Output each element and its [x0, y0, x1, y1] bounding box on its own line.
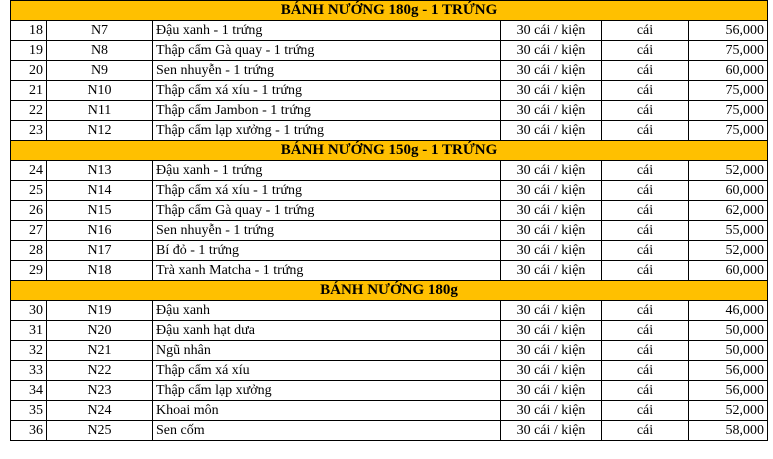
row-number-cell: 33	[11, 361, 47, 381]
unit-cell: cái	[602, 41, 689, 61]
row-number-cell: 31	[11, 321, 47, 341]
row-number-cell: 21	[11, 81, 47, 101]
product-name-cell: Thập cẩm Jambon - 1 trứng	[153, 101, 501, 121]
unit-cell: cái	[602, 421, 689, 441]
price-cell: 58,000	[689, 421, 768, 441]
section-title: BÁNH NƯỚNG 150g - 1 TRỨNG	[11, 141, 768, 161]
price-cell: 56,000	[689, 21, 768, 41]
table-row	[11, 41, 768, 61]
table-row	[11, 261, 768, 281]
table-row	[11, 161, 768, 181]
product-name-cell: Thập cẩm Gà quay - 1 trứng	[153, 41, 501, 61]
packing-cell: 30 cái / kiện	[501, 161, 602, 181]
unit-cell: cái	[602, 161, 689, 181]
packing-cell: 30 cái / kiện	[501, 21, 602, 41]
price-cell: 60,000	[689, 61, 768, 81]
price-cell: 46,000	[689, 301, 768, 321]
table-row	[11, 401, 768, 421]
unit-cell: cái	[602, 321, 689, 341]
product-name-cell: Trà xanh Matcha - 1 trứng	[153, 261, 501, 281]
product-name-cell: Thập cẩm Gà quay - 1 trứng	[153, 201, 501, 221]
product-code-cell: N13	[47, 161, 153, 181]
product-code-cell: N10	[47, 81, 153, 101]
product-code-cell: N18	[47, 261, 153, 281]
section-title: BÁNH NƯỚNG 180g - 1 TRỨNG	[11, 1, 768, 21]
product-name-cell: Thập cẩm lạp xưởng	[153, 381, 501, 401]
row-number-cell: 26	[11, 201, 47, 221]
packing-cell: 30 cái / kiện	[501, 421, 602, 441]
price-list-body	[11, 1, 768, 441]
row-number-cell: 24	[11, 161, 47, 181]
packing-cell: 30 cái / kiện	[501, 101, 602, 121]
price-cell: 62,000	[689, 201, 768, 221]
packing-cell: 30 cái / kiện	[501, 301, 602, 321]
row-number-cell: 25	[11, 181, 47, 201]
product-code-cell: N21	[47, 341, 153, 361]
packing-cell: 30 cái / kiện	[501, 201, 602, 221]
price-cell: 52,000	[689, 241, 768, 261]
table-row	[11, 81, 768, 101]
packing-cell: 30 cái / kiện	[501, 361, 602, 381]
product-code-cell: N19	[47, 301, 153, 321]
packing-cell: 30 cái / kiện	[501, 261, 602, 281]
product-name-cell: Đậu xanh - 1 trứng	[153, 21, 501, 41]
unit-cell: cái	[602, 181, 689, 201]
price-cell: 56,000	[689, 381, 768, 401]
price-cell: 75,000	[689, 101, 768, 121]
packing-cell: 30 cái / kiện	[501, 381, 602, 401]
row-number-cell: 23	[11, 121, 47, 141]
packing-cell: 30 cái / kiện	[501, 41, 602, 61]
row-number-cell: 34	[11, 381, 47, 401]
price-cell: 75,000	[689, 81, 768, 101]
row-number-cell: 28	[11, 241, 47, 261]
product-code-cell: N17	[47, 241, 153, 261]
section-header-row	[11, 141, 768, 161]
row-number-cell: 36	[11, 421, 47, 441]
table-row	[11, 201, 768, 221]
packing-cell: 30 cái / kiện	[501, 121, 602, 141]
product-name-cell: Thập cẩm xá xíu - 1 trứng	[153, 81, 501, 101]
price-cell: 60,000	[689, 181, 768, 201]
unit-cell: cái	[602, 301, 689, 321]
table-row	[11, 221, 768, 241]
product-code-cell: N24	[47, 401, 153, 421]
unit-cell: cái	[602, 381, 689, 401]
table-row	[11, 381, 768, 401]
packing-cell: 30 cái / kiện	[501, 181, 602, 201]
row-number-cell: 29	[11, 261, 47, 281]
product-name-cell: Đậu xanh - 1 trứng	[153, 161, 501, 181]
packing-cell: 30 cái / kiện	[501, 401, 602, 421]
product-code-cell: N11	[47, 101, 153, 121]
product-name-cell: Bí đỏ - 1 trứng	[153, 241, 501, 261]
table-row	[11, 321, 768, 341]
unit-cell: cái	[602, 201, 689, 221]
table-row	[11, 121, 768, 141]
product-code-cell: N15	[47, 201, 153, 221]
row-number-cell: 18	[11, 21, 47, 41]
unit-cell: cái	[602, 401, 689, 421]
packing-cell: 30 cái / kiện	[501, 341, 602, 361]
table-row	[11, 61, 768, 81]
unit-cell: cái	[602, 101, 689, 121]
product-code-cell: N16	[47, 221, 153, 241]
product-code-cell: N9	[47, 61, 153, 81]
table-row	[11, 301, 768, 321]
price-cell: 52,000	[689, 161, 768, 181]
price-cell: 50,000	[689, 321, 768, 341]
price-cell: 60,000	[689, 261, 768, 281]
price-cell: 50,000	[689, 341, 768, 361]
product-code-cell: N25	[47, 421, 153, 441]
product-name-cell: Sen nhuyễn - 1 trứng	[153, 61, 501, 81]
product-name-cell: Thập cẩm xá xíu	[153, 361, 501, 381]
unit-cell: cái	[602, 21, 689, 41]
table-row	[11, 101, 768, 121]
table-row	[11, 181, 768, 201]
section-header-row	[11, 281, 768, 301]
unit-cell: cái	[602, 81, 689, 101]
product-code-cell: N7	[47, 21, 153, 41]
row-number-cell: 27	[11, 221, 47, 241]
product-name-cell: Sen nhuyễn - 1 trứng	[153, 221, 501, 241]
price-cell: 75,000	[689, 41, 768, 61]
product-name-cell: Ngũ nhân	[153, 341, 501, 361]
table-row	[11, 241, 768, 261]
row-number-cell: 20	[11, 61, 47, 81]
packing-cell: 30 cái / kiện	[501, 321, 602, 341]
table-row	[11, 341, 768, 361]
product-code-cell: N14	[47, 181, 153, 201]
table-row	[11, 421, 768, 441]
row-number-cell: 22	[11, 101, 47, 121]
row-number-cell: 19	[11, 41, 47, 61]
product-name-cell: Đậu xanh	[153, 301, 501, 321]
unit-cell: cái	[602, 261, 689, 281]
product-code-cell: N20	[47, 321, 153, 341]
product-name-cell: Thập cẩm xá xíu - 1 trứng	[153, 181, 501, 201]
unit-cell: cái	[602, 121, 689, 141]
section-header-row	[11, 1, 768, 21]
unit-cell: cái	[602, 221, 689, 241]
product-name-cell: Thập cẩm lạp xưởng - 1 trứng	[153, 121, 501, 141]
unit-cell: cái	[602, 241, 689, 261]
price-cell: 55,000	[689, 221, 768, 241]
section-title: BÁNH NƯỚNG 180g	[11, 281, 768, 301]
packing-cell: 30 cái / kiện	[501, 61, 602, 81]
price-cell: 52,000	[689, 401, 768, 421]
product-code-cell: N12	[47, 121, 153, 141]
product-name-cell: Khoai môn	[153, 401, 501, 421]
packing-cell: 30 cái / kiện	[501, 81, 602, 101]
row-number-cell: 32	[11, 341, 47, 361]
packing-cell: 30 cái / kiện	[501, 241, 602, 261]
price-cell: 56,000	[689, 361, 768, 381]
product-code-cell: N22	[47, 361, 153, 381]
product-code-cell: N8	[47, 41, 153, 61]
unit-cell: cái	[602, 61, 689, 81]
table-row	[11, 21, 768, 41]
packing-cell: 30 cái / kiện	[501, 221, 602, 241]
row-number-cell: 30	[11, 301, 47, 321]
price-list-table	[10, 0, 768, 441]
product-code-cell: N23	[47, 381, 153, 401]
product-name-cell: Đậu xanh hạt dưa	[153, 321, 501, 341]
unit-cell: cái	[602, 341, 689, 361]
unit-cell: cái	[602, 361, 689, 381]
table-row	[11, 361, 768, 381]
price-cell: 75,000	[689, 121, 768, 141]
product-name-cell: Sen cốm	[153, 421, 501, 441]
row-number-cell: 35	[11, 401, 47, 421]
